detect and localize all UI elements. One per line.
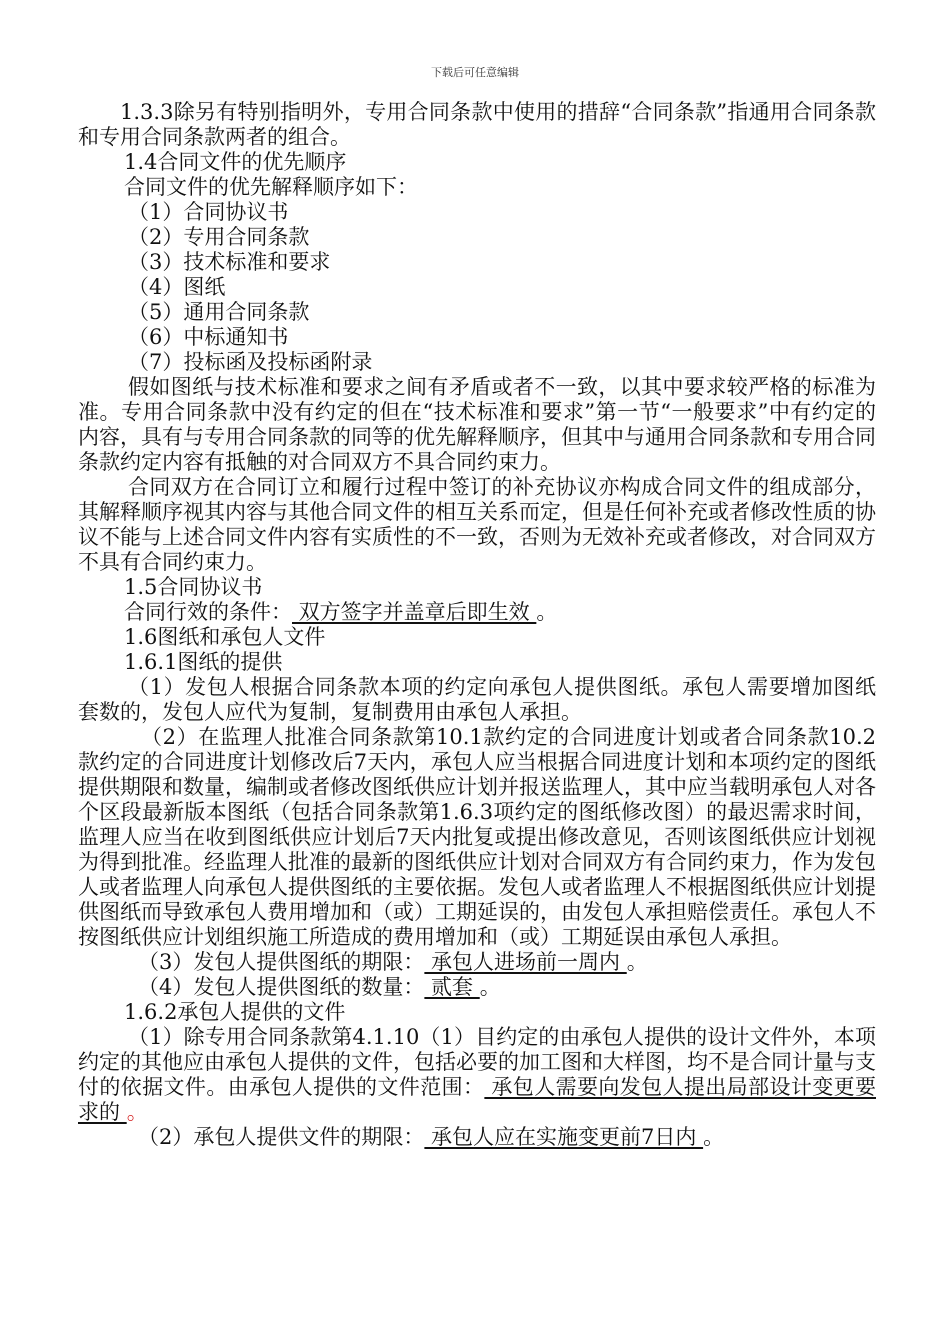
drawings-quantity-end: 。 bbox=[479, 975, 501, 999]
drawings-deadline-label: （3）发包人提供图纸的期限： bbox=[138, 950, 425, 974]
drawings-quantity-value: 贰套 bbox=[424, 975, 480, 999]
priority-item: （6）中标通知书 bbox=[128, 325, 289, 349]
page-header: 下载后可任意编辑 bbox=[431, 66, 519, 79]
priority-item: （5）通用合同条款 bbox=[128, 300, 310, 324]
effective-condition-value: 双方签字并盖章后即生效 bbox=[292, 600, 537, 624]
contractor-documents-deadline bbox=[78, 1125, 876, 1150]
document-body bbox=[78, 100, 876, 1150]
drawings-deadline-end: 。 bbox=[626, 950, 648, 974]
drawings-provision-1: （1）发包人根据合同条款本项的约定向承包人提供图纸。承包人需要增加图纸套数的，发包人应代为复制，复制费用由承包人承担。 bbox=[78, 675, 876, 724]
heading-1-6-2: 1.6.2承包人提供的文件 bbox=[124, 1000, 346, 1024]
drawings-deadline-value: 承包人进场前一周内 bbox=[424, 950, 627, 974]
priority-item: （1）合同协议书 bbox=[128, 200, 289, 224]
drawings-deadline bbox=[78, 950, 876, 975]
contractor-documents-scope: 承包人需要向发包人提出局部设计变更要求的 bbox=[78, 1075, 876, 1124]
contractor-documents-text: （1）除专用合同条款第4.1.10（1）目约定的由承包人提供的设计文件外，本项约定的其他应由承包人提供的文件，包括必要的加工图和大样图，均不是合同计量与支付的依据文件。由承包人提供的文件范围： bbox=[78, 1025, 876, 1099]
contractor-documents-end: 。 bbox=[126, 1100, 148, 1124]
contractor-documents-deadline-end: 。 bbox=[703, 1125, 725, 1149]
drawings-provision-2: （2）在监理人批准合同条款第10.1款约定的合同进度计划或者合同条款10.2款约定的合同进度计划修改后7天内，承包人应当根据合同进度计划和本项约定的图纸提供期限和数量，编制或者修改图纸供应计划并报送监理人，其中应当载明承包人对各个区段最新版本图纸（包括合同条款第1.6.3项约定的图纸修改图）的最迟需求时间，监理人应当在收到图纸供应计划后7天内批复或提出修改意见，否则该图纸供应计划视为得到批准。经监理人批准的最新的图纸供应计划对合同双方有合同约束力，作为发包人或者监理人向承包人提供图纸的主要依据。发包人或者监理人不根据图纸供应计划提供图纸而导致承包人费用增加和（或）工期延误的，由发包人承担赔偿责任。承包人不按图纸供应计划组织施工所造成的费用增加和（或）工期延误由承包人承担。 bbox=[78, 725, 876, 949]
supplement-paragraph: 合同双方在合同订立和履行过程中签订的补充协议亦构成合同文件的组成部分，其解释顺序视其内容与其他合同文件的相互关系而定，但是任何补充或者修改性质的协议不能与上述合同文件内容有实质性的不一致，否则为无效补充或者修改，对合同双方不具有合同约束力。 bbox=[78, 475, 876, 574]
effective-condition bbox=[78, 600, 876, 625]
heading-1-6-1: 1.6.1图纸的提供 bbox=[124, 650, 283, 674]
priority-item: （3）技术标准和要求 bbox=[128, 250, 331, 274]
heading-1-4: 1.4合同文件的优先顺序 bbox=[124, 150, 347, 174]
priority-item: （7）投标函及投标函附录 bbox=[128, 350, 373, 374]
priority-item: （2）专用合同条款 bbox=[128, 225, 310, 249]
priority-item: （4）图纸 bbox=[128, 275, 226, 299]
effective-condition-label: 合同行效的条件： bbox=[124, 600, 292, 624]
clause-1-3-3: 1.3.3除另有特别指明外，专用合同条款中使用的措辞“合同条款”指通用合同条款和专用合同条款两者的组合。 bbox=[78, 100, 876, 149]
contractor-documents-1 bbox=[78, 1025, 876, 1125]
contractor-documents-deadline-value: 承包人应在实施变更前7日内 bbox=[424, 1125, 704, 1149]
contractor-documents-deadline-label: （2）承包人提供文件的期限： bbox=[138, 1125, 425, 1149]
heading-1-5: 1.5合同协议书 bbox=[124, 575, 263, 599]
effective-condition-end: 。 bbox=[536, 600, 558, 624]
heading-1-6: 1.6图纸和承包人文件 bbox=[124, 625, 326, 649]
drawings-quantity bbox=[78, 975, 876, 1000]
priority-intro: 合同文件的优先解释顺序如下： bbox=[124, 175, 418, 199]
drawings-quantity-label: （4）发包人提供图纸的数量： bbox=[138, 975, 425, 999]
conflict-paragraph: 假如图纸与技术标准和要求之间有矛盾或者不一致，以其中要求较严格的标准为准。专用合同条款中没有约定的但在“技术标准和要求”第一节“一般要求”中有约定的内容，具有与专用合同条款的同等的优先解释顺序，但其中与通用合同条款和专用合同条款约定内容有抵触的对合同双方不具合同约束力。 bbox=[78, 375, 876, 474]
